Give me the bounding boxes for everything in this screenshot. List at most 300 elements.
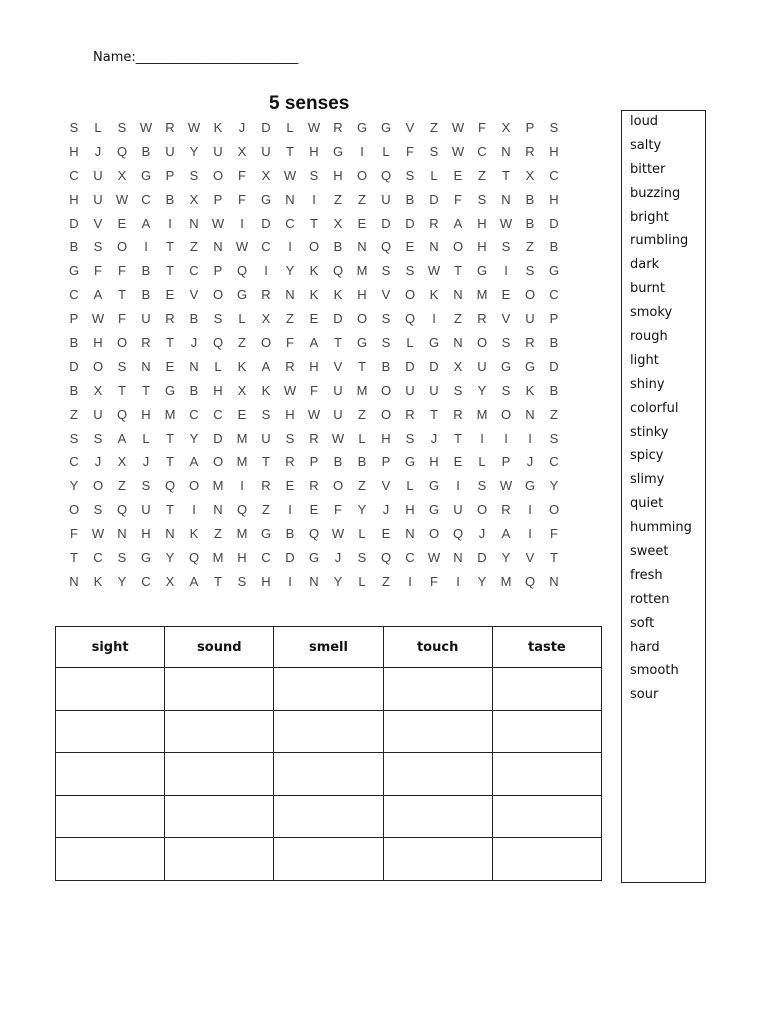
- grid-letter: N: [141, 358, 151, 374]
- grid-letter: H: [237, 550, 247, 566]
- grid-letter: N: [501, 143, 511, 159]
- grid-letter: B: [549, 335, 559, 351]
- grid-letter: I: [504, 263, 508, 279]
- grid-letter: S: [213, 311, 223, 327]
- grid-letter: U: [333, 406, 343, 422]
- grid-letter: V: [189, 287, 199, 303]
- grid-letter: L: [406, 335, 414, 351]
- grid-letter: F: [334, 502, 342, 518]
- grid-letter: P: [69, 311, 79, 327]
- grid-letter: Z: [478, 167, 486, 183]
- grid-letter: Y: [165, 550, 175, 566]
- grid-letter: F: [310, 382, 318, 398]
- grid-letter: N: [525, 406, 535, 422]
- grid-letter: T: [166, 454, 174, 470]
- grid-letter: T: [310, 215, 318, 231]
- grid-letter: F: [238, 191, 246, 207]
- grid-letter: I: [408, 573, 412, 589]
- grid-letter: R: [333, 120, 343, 135]
- grid-letter: W: [331, 526, 345, 542]
- grid-letter: S: [189, 167, 199, 183]
- word-bank-item: shiny: [630, 376, 665, 392]
- letter-grid: [62, 120, 566, 598]
- grid-letter: P: [213, 263, 223, 279]
- grid-letter: W: [139, 120, 153, 135]
- grid-letter: N: [453, 550, 463, 566]
- grid-letter: Q: [332, 263, 344, 279]
- grid-letter: H: [213, 382, 223, 398]
- name-field-label: Name:_________________________: [93, 50, 299, 65]
- answer-row: [56, 795, 602, 838]
- answer-cell[interactable]: [56, 668, 165, 711]
- grid-letter: V: [93, 215, 103, 231]
- grid-letter: V: [501, 311, 511, 327]
- grid-letter: X: [261, 311, 271, 327]
- grid-letter: E: [165, 358, 175, 374]
- grid-letter: J: [382, 502, 390, 518]
- grid-letter: U: [93, 167, 103, 183]
- grid-letter: G: [356, 335, 368, 351]
- word-bank-item: smooth: [630, 663, 679, 679]
- grid-letter: Z: [382, 573, 390, 589]
- grid-letter: C: [141, 573, 151, 589]
- grid-letter: S: [117, 358, 127, 374]
- grid-letter: G: [164, 382, 176, 398]
- answer-cell[interactable]: [165, 795, 274, 838]
- grid-letter: A: [93, 287, 103, 303]
- grid-letter: Z: [238, 335, 246, 351]
- grid-letter: C: [213, 406, 223, 422]
- answer-cell[interactable]: [56, 795, 165, 838]
- grid-letter: B: [357, 454, 367, 470]
- word-bank-item: rough: [630, 329, 668, 345]
- grid-letter: X: [165, 573, 175, 589]
- grid-letter: T: [166, 502, 174, 518]
- word-bank-item: buzzing: [630, 185, 681, 201]
- grid-letter: S: [501, 239, 511, 255]
- grid-letter: S: [117, 550, 127, 566]
- grid-letter: E: [117, 215, 127, 231]
- grid-letter: G: [356, 120, 368, 135]
- grid-letter: A: [453, 215, 463, 231]
- grid-letter: W: [427, 263, 441, 279]
- grid-letter: G: [428, 335, 440, 351]
- grid-letter: W: [211, 215, 225, 231]
- grid-letter: Q: [116, 502, 128, 518]
- grid-letter: G: [380, 120, 392, 135]
- grid-letter: B: [189, 382, 199, 398]
- word-bank-item: slimy: [630, 472, 665, 488]
- grid-letter: I: [240, 478, 244, 494]
- answer-cell[interactable]: [492, 710, 601, 753]
- grid-letter: B: [381, 358, 391, 374]
- grid-letter: W: [499, 478, 513, 494]
- answer-cell[interactable]: [274, 838, 383, 881]
- grid-letter: R: [285, 358, 295, 374]
- grid-letter: L: [238, 311, 246, 327]
- grid-letter: B: [525, 191, 535, 207]
- grid-letter: N: [285, 287, 295, 303]
- answer-cell[interactable]: [165, 668, 274, 711]
- grid-letter: K: [189, 526, 199, 542]
- grid-letter: L: [358, 526, 366, 542]
- grid-letter: G: [524, 478, 536, 494]
- grid-letter: P: [165, 167, 175, 183]
- grid-letter: E: [309, 311, 319, 327]
- header-touch: touch: [383, 627, 492, 668]
- grid-letter: P: [213, 191, 223, 207]
- grid-letter: O: [116, 335, 128, 351]
- grid-letter: X: [117, 454, 127, 470]
- grid-letter: M: [236, 526, 248, 542]
- grid-letter: U: [333, 382, 343, 398]
- word-bank-item: light: [630, 352, 659, 368]
- grid-letter: O: [212, 287, 224, 303]
- grid-letter: I: [528, 430, 532, 446]
- grid-letter: J: [334, 550, 342, 566]
- grid-letter: B: [549, 239, 559, 255]
- grid-letter: O: [92, 358, 104, 374]
- grid-letter: C: [189, 406, 199, 422]
- word-bank-item: smoky: [630, 305, 673, 321]
- grid-letter: D: [429, 191, 439, 207]
- grid-letter: S: [117, 120, 127, 135]
- grid-letter: T: [454, 263, 462, 279]
- grid-letter: P: [381, 454, 391, 470]
- grid-letter: X: [333, 215, 343, 231]
- grid-letter: Q: [404, 311, 416, 327]
- grid-letter: J: [238, 120, 246, 135]
- grid-letter: Y: [189, 143, 199, 159]
- grid-letter: M: [164, 406, 176, 422]
- answer-cell[interactable]: [492, 838, 601, 881]
- answer-cell[interactable]: [165, 710, 274, 753]
- grid-letter: R: [405, 406, 415, 422]
- grid-letter: G: [404, 454, 416, 470]
- grid-letter: H: [405, 502, 415, 518]
- grid-letter: F: [118, 263, 126, 279]
- grid-letter: Q: [188, 550, 200, 566]
- grid-letter: M: [476, 406, 488, 422]
- grid-letter: G: [140, 167, 152, 183]
- grid-letter: O: [188, 478, 200, 494]
- grid-letter: R: [429, 215, 439, 231]
- answer-cell[interactable]: [274, 668, 383, 711]
- grid-letter: K: [261, 382, 271, 398]
- grid-letter: F: [454, 191, 462, 207]
- grid-letter: D: [381, 215, 391, 231]
- grid-letter: S: [69, 120, 79, 135]
- grid-letter: H: [69, 143, 79, 159]
- grid-letter: L: [286, 120, 294, 135]
- grid-letter: L: [142, 430, 150, 446]
- grid-letter: I: [240, 215, 244, 231]
- grid-letter: W: [451, 120, 465, 135]
- grid-letter: I: [288, 502, 292, 518]
- grid-letter: T: [334, 335, 342, 351]
- grid-letter: N: [189, 215, 199, 231]
- grid-letter: E: [165, 287, 175, 303]
- grid-letter: H: [141, 406, 151, 422]
- grid-letter: D: [429, 358, 439, 374]
- grid-letter: F: [430, 573, 438, 589]
- answer-cell[interactable]: [492, 668, 601, 711]
- grid-letter: U: [405, 382, 415, 398]
- grid-letter: N: [213, 502, 223, 518]
- grid-letter: F: [406, 143, 414, 159]
- grid-letter: A: [189, 454, 199, 470]
- grid-letter: E: [405, 239, 415, 255]
- grid-letter: Y: [69, 478, 79, 494]
- grid-letter: I: [144, 239, 148, 255]
- grid-letter: I: [528, 526, 532, 542]
- grid-letter: X: [525, 167, 535, 183]
- answer-cell[interactable]: [274, 710, 383, 753]
- grid-letter: A: [189, 573, 199, 589]
- grid-letter: A: [261, 358, 271, 374]
- grid-letter: H: [549, 143, 559, 159]
- grid-letter: A: [309, 335, 319, 351]
- grid-letter: X: [261, 167, 271, 183]
- grid-letter: K: [213, 120, 223, 135]
- grid-letter: W: [187, 120, 201, 135]
- grid-letter: Q: [116, 143, 128, 159]
- grid-letter: L: [478, 454, 486, 470]
- grid-letter: M: [356, 263, 368, 279]
- header-sight: sight: [56, 627, 165, 668]
- grid-letter: V: [381, 478, 391, 494]
- grid-letter: S: [69, 430, 79, 446]
- grid-letter: V: [525, 550, 535, 566]
- grid-letter: K: [309, 263, 319, 279]
- grid-letter: G: [308, 550, 320, 566]
- grid-letter: Z: [286, 311, 294, 327]
- word-bank-item: sweet: [630, 544, 669, 560]
- grid-letter: K: [93, 573, 103, 589]
- answer-cell[interactable]: [165, 838, 274, 881]
- grid-letter: U: [261, 143, 271, 159]
- grid-letter: S: [501, 335, 511, 351]
- answer-cell[interactable]: [56, 753, 165, 796]
- grid-letter: U: [93, 191, 103, 207]
- grid-letter: S: [285, 430, 295, 446]
- grid-letter: S: [405, 430, 415, 446]
- grid-letter: O: [116, 239, 128, 255]
- grid-letter: H: [93, 335, 103, 351]
- word-bank-item: spicy: [630, 448, 664, 464]
- grid-letter: M: [476, 287, 488, 303]
- grid-letter: P: [501, 454, 511, 470]
- grid-letter: D: [261, 120, 271, 135]
- grid-letter: O: [548, 502, 560, 518]
- grid-letter: T: [454, 430, 462, 446]
- answer-cell[interactable]: [56, 710, 165, 753]
- answer-cell[interactable]: [56, 838, 165, 881]
- grid-letter: T: [550, 550, 558, 566]
- grid-letter: U: [381, 191, 391, 207]
- grid-letter: T: [262, 454, 270, 470]
- answer-cell[interactable]: [383, 795, 492, 838]
- answer-row: [56, 668, 602, 711]
- grid-letter: G: [428, 478, 440, 494]
- grid-letter: F: [286, 335, 294, 351]
- grid-letter: I: [504, 430, 508, 446]
- word-bank-item: salty: [630, 137, 662, 153]
- grid-letter: Z: [454, 311, 462, 327]
- grid-letter: B: [405, 191, 415, 207]
- word-bank-item: humming: [630, 520, 692, 536]
- grid-letter: E: [501, 287, 511, 303]
- grid-letter: C: [141, 191, 151, 207]
- grid-letter: D: [333, 311, 343, 327]
- grid-letter: J: [526, 454, 534, 470]
- grid-letter: Y: [501, 550, 511, 566]
- grid-letter: H: [285, 406, 295, 422]
- grid-letter: Q: [236, 263, 248, 279]
- grid-letter: B: [189, 311, 199, 327]
- grid-letter: Y: [357, 502, 367, 518]
- word-bank-item: fresh: [630, 567, 663, 583]
- answer-cell[interactable]: [492, 753, 601, 796]
- grid-letter: S: [93, 430, 103, 446]
- grid-letter: R: [261, 478, 271, 494]
- grid-letter: Q: [116, 406, 128, 422]
- senses-table: [55, 626, 602, 881]
- grid-letter: Y: [117, 573, 127, 589]
- header-sound: sound: [165, 627, 274, 668]
- grid-letter: Q: [380, 167, 392, 183]
- grid-letter: X: [237, 382, 247, 398]
- grid-letter: T: [166, 335, 174, 351]
- grid-letter: I: [456, 478, 460, 494]
- grid-letter: H: [141, 526, 151, 542]
- answer-cell[interactable]: [383, 668, 492, 711]
- grid-letter: O: [356, 311, 368, 327]
- answer-cell[interactable]: [274, 795, 383, 838]
- answer-cell[interactable]: [165, 753, 274, 796]
- senses-header-row: [56, 627, 602, 668]
- grid-letter: G: [332, 143, 344, 159]
- grid-letter: J: [478, 526, 486, 542]
- grid-letter: X: [189, 191, 199, 207]
- grid-letter: T: [166, 239, 174, 255]
- grid-letter: O: [92, 478, 104, 494]
- grid-letter: H: [333, 167, 343, 183]
- answer-cell[interactable]: [492, 795, 601, 838]
- grid-letter: W: [499, 215, 513, 231]
- grid-letter: S: [93, 502, 103, 518]
- grid-letter: T: [142, 382, 150, 398]
- grid-letter: D: [549, 358, 559, 374]
- grid-letter: O: [68, 502, 80, 518]
- grid-letter: O: [212, 167, 224, 183]
- grid-letter: S: [381, 335, 391, 351]
- grid-letter: M: [236, 454, 248, 470]
- grid-letter: Y: [477, 573, 487, 589]
- grid-letter: N: [453, 335, 463, 351]
- grid-letter: B: [69, 335, 79, 351]
- grid-letter: N: [549, 573, 559, 589]
- grid-letter: W: [283, 167, 297, 183]
- grid-letter: M: [356, 382, 368, 398]
- grid-letter: S: [501, 382, 511, 398]
- grid-letter: W: [451, 143, 465, 159]
- grid-letter: B: [333, 454, 343, 470]
- grid-letter: X: [117, 167, 127, 183]
- grid-letter: C: [477, 143, 487, 159]
- grid-letter: N: [189, 358, 199, 374]
- grid-letter: U: [261, 430, 271, 446]
- grid-letter: U: [477, 358, 487, 374]
- grid-letter: I: [312, 191, 316, 207]
- answer-cell[interactable]: [274, 753, 383, 796]
- grid-letter: C: [69, 167, 79, 183]
- word-bank-item: quiet: [630, 496, 664, 512]
- grid-letter: O: [380, 406, 392, 422]
- grid-letter: I: [192, 502, 196, 518]
- grid-letter: N: [165, 526, 175, 542]
- grid-letter: S: [237, 573, 247, 589]
- grid-letter: V: [381, 287, 391, 303]
- grid-letter: A: [117, 430, 127, 446]
- grid-letter: O: [476, 335, 488, 351]
- grid-letter: M: [236, 430, 248, 446]
- grid-letter: D: [261, 215, 271, 231]
- grid-letter: F: [118, 311, 126, 327]
- word-bank-item: soft: [630, 615, 655, 631]
- answer-cell[interactable]: [383, 838, 492, 881]
- answer-cell[interactable]: [383, 753, 492, 796]
- grid-letter: C: [69, 454, 79, 470]
- grid-letter: K: [429, 287, 439, 303]
- grid-letter: R: [165, 120, 175, 135]
- grid-letter: Q: [524, 573, 536, 589]
- answer-cell[interactable]: [383, 710, 492, 753]
- grid-letter: O: [308, 239, 320, 255]
- word-bank-item: dark: [630, 257, 660, 273]
- grid-letter: U: [525, 311, 535, 327]
- grid-letter: T: [166, 263, 174, 279]
- grid-letter: Y: [189, 430, 199, 446]
- word-bank-item: stinky: [630, 424, 669, 440]
- grid-letter: W: [283, 382, 297, 398]
- grid-letter: R: [525, 335, 535, 351]
- word-bank-item: sour: [630, 687, 659, 703]
- grid-letter: E: [285, 478, 295, 494]
- grid-letter: O: [476, 502, 488, 518]
- grid-letter: U: [429, 382, 439, 398]
- grid-letter: B: [141, 143, 151, 159]
- grid-letter: B: [141, 263, 151, 279]
- grid-letter: Q: [212, 335, 224, 351]
- grid-letter: C: [261, 239, 271, 255]
- grid-letter: V: [333, 358, 343, 374]
- grid-letter: S: [141, 478, 151, 494]
- grid-letter: O: [404, 287, 416, 303]
- grid-letter: S: [357, 550, 367, 566]
- grid-letter: N: [69, 573, 79, 589]
- grid-letter: T: [502, 167, 510, 183]
- grid-letter: F: [550, 526, 558, 542]
- grid-letter: E: [357, 215, 367, 231]
- grid-letter: E: [309, 502, 319, 518]
- grid-letter: U: [453, 502, 463, 518]
- grid-letter: T: [118, 287, 126, 303]
- grid-letter: N: [117, 526, 127, 542]
- grid-letter: S: [261, 406, 271, 422]
- grid-letter: Z: [262, 502, 270, 518]
- word-bank-item: rumbling: [630, 233, 689, 249]
